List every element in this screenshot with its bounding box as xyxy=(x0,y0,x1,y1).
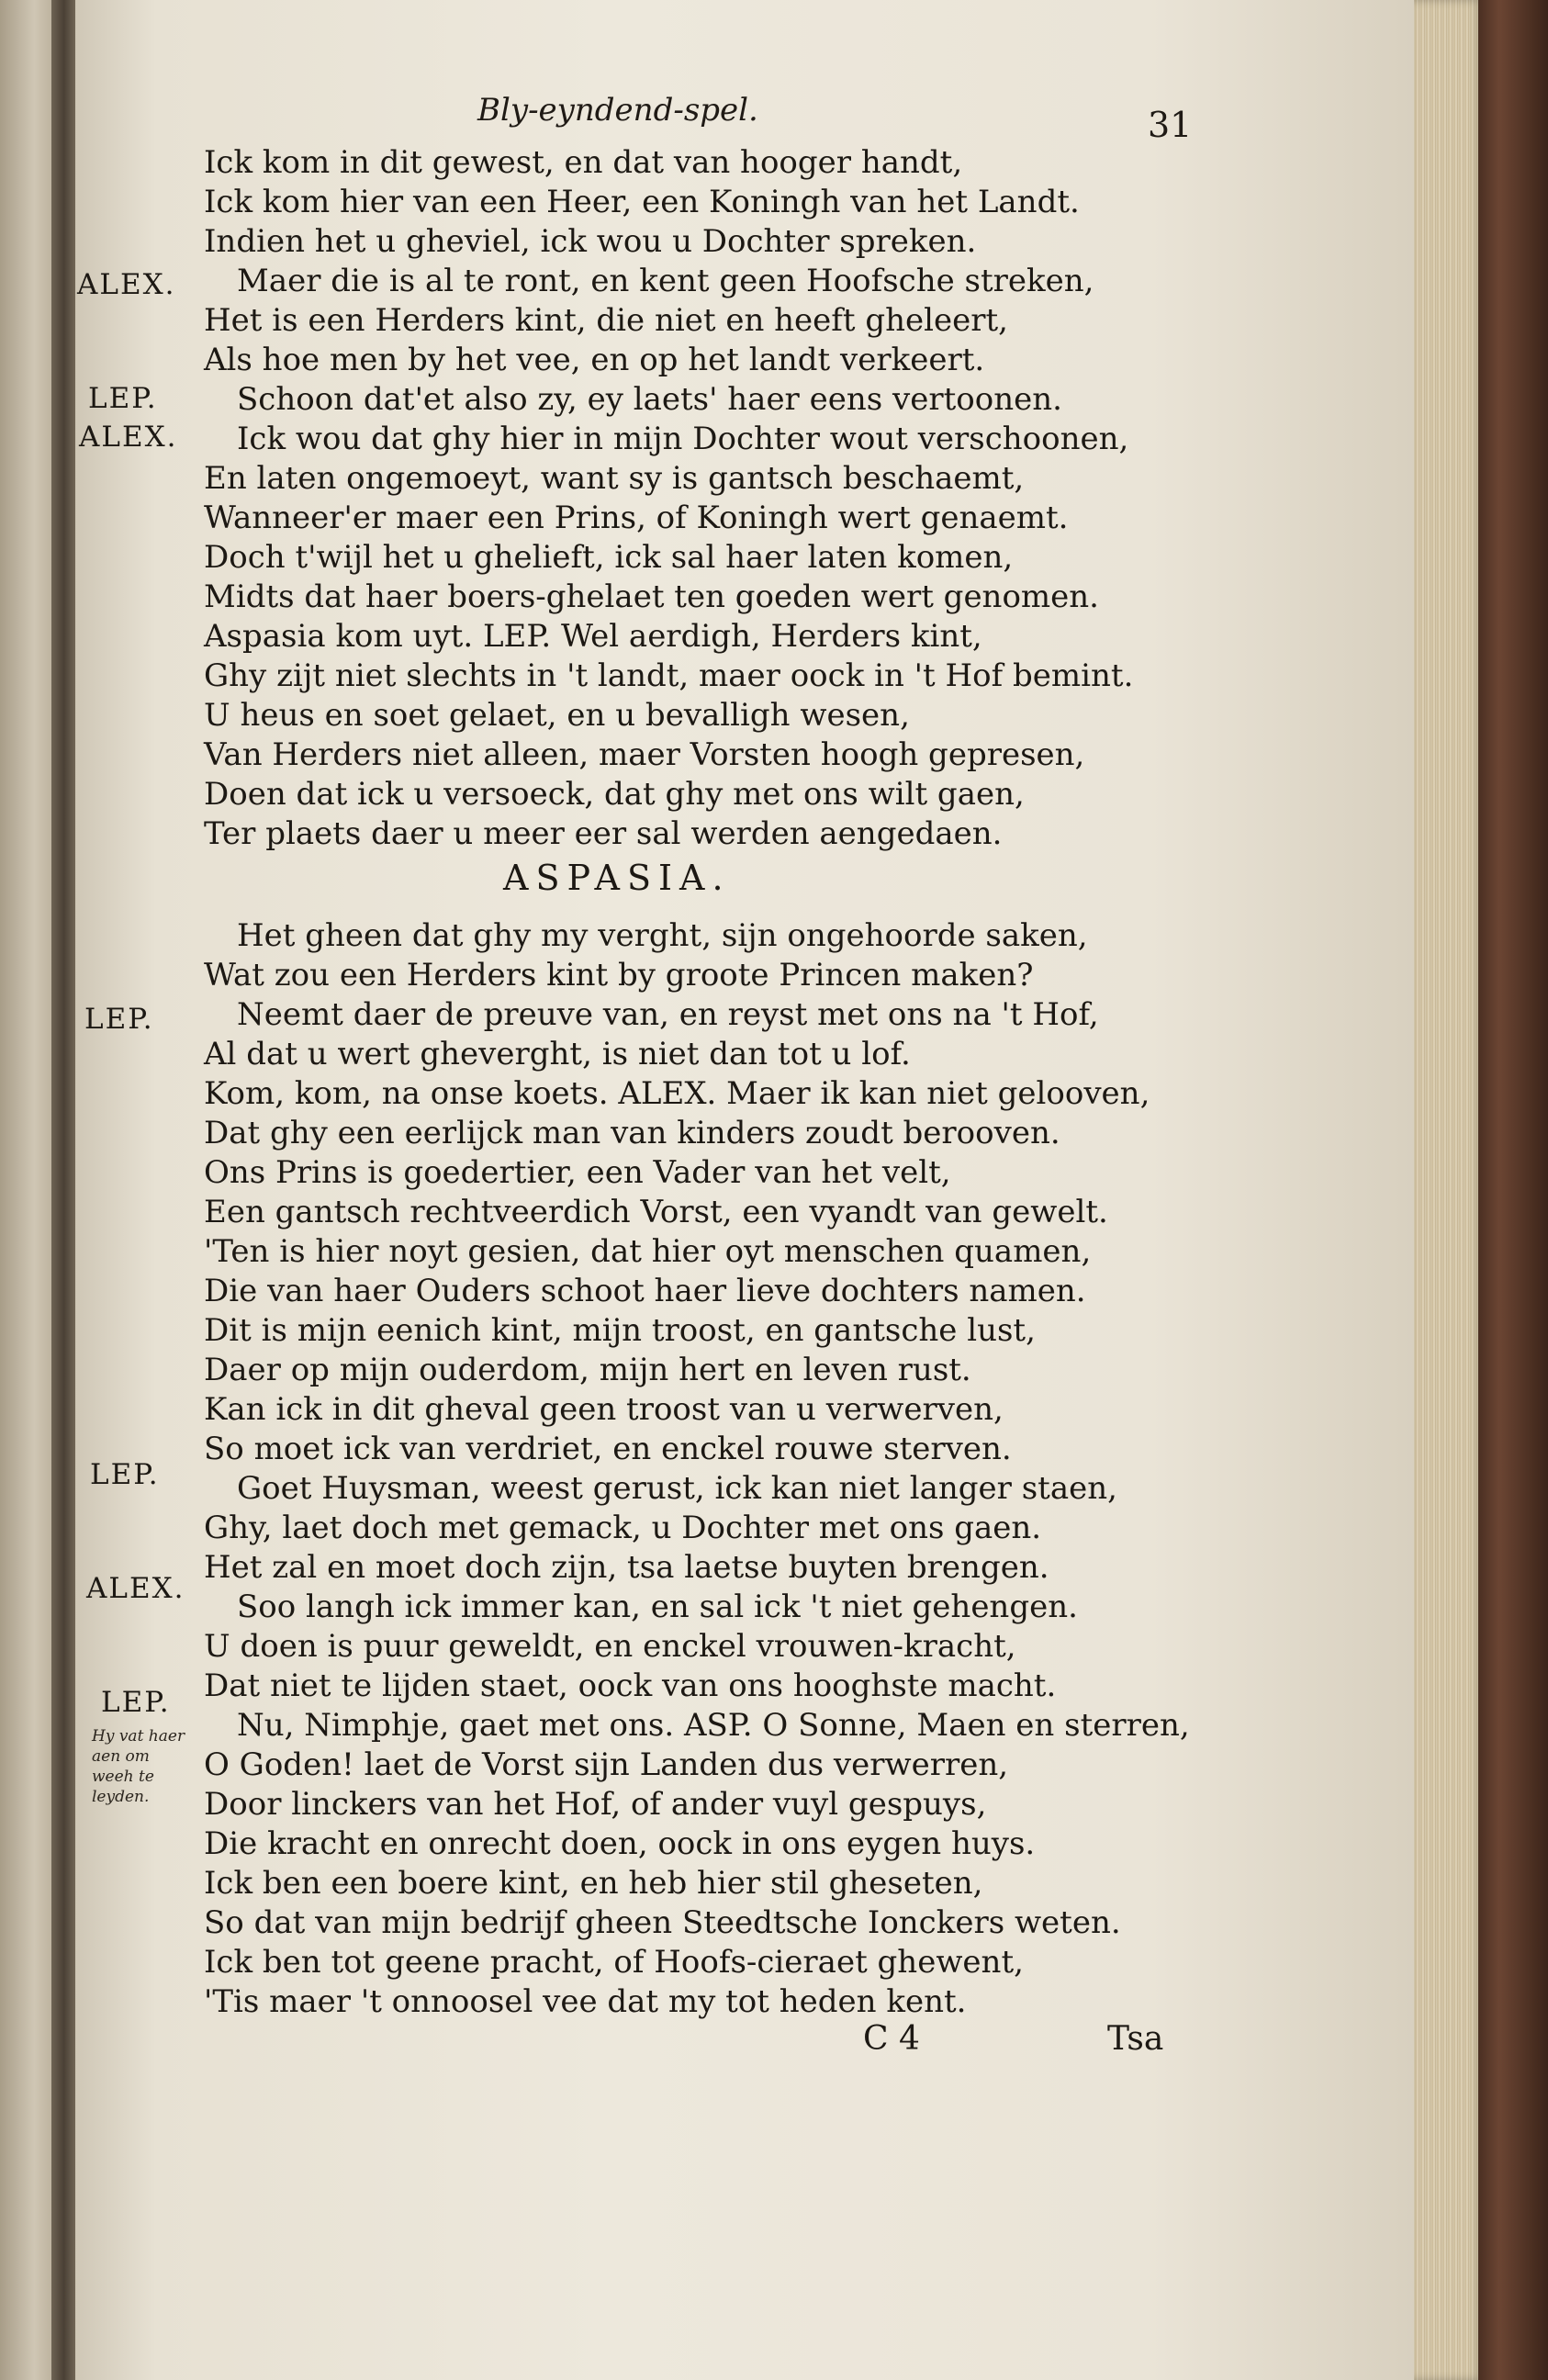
verse-line: Het is een Herders kint, die niet en heeft gheleert, xyxy=(204,302,1008,339)
verse-line: Ick kom hier van een Heer, een Koningh van het Landt. xyxy=(204,184,1080,220)
verse-line: U heus en soet gelaet, en u bevalligh wesen, xyxy=(204,697,910,734)
verse-line: O Goden! laet de Vorst sijn Landen dus verwerren, xyxy=(204,1746,1009,1783)
verse-line: Midts dat haer boers-ghelaet ten goeden wert genomen. xyxy=(204,578,1099,615)
speaker-label: LEP. xyxy=(88,382,158,415)
verse-line: Schoon dat'et also zy, ey laets' haer eens vertoonen. xyxy=(237,381,1062,418)
verse-line: Die kracht en onrecht doen, oock in ons eygen huys. xyxy=(204,1825,1036,1862)
verse-line: Ghy, laet doch met gemack, u Dochter met ons gaen. xyxy=(204,1510,1042,1546)
speaker-label: LEP. xyxy=(84,1003,154,1036)
verse-line: Die van haer Ouders schoot haer lieve dochters namen. xyxy=(204,1273,1086,1309)
verse-line: Ick kom in dit gewest, en dat van hooger handt, xyxy=(204,144,963,181)
verse-line: Nu, Nimphje, gaet met ons. ASP. O Sonne, Maen en sterren, xyxy=(237,1707,1190,1744)
verse-line: So moet ick van verdriet, en enckel rouwe sterven. xyxy=(204,1431,1012,1467)
verse-line: Neemt daer de preuve van, en reyst met ons na 't Hof, xyxy=(237,996,1099,1033)
verse-line: Kan ick in dit gheval geen troost van u verwerven, xyxy=(204,1391,1004,1428)
verse-line: Al dat u wert gheverght, is niet dan tot u lof. xyxy=(204,1036,911,1072)
speaker-label: ALEX. xyxy=(77,268,176,301)
stage-direction: Hy vat haer aen om weeh te leyden. xyxy=(92,1727,185,1806)
verse-line: Ons Prins is goedertier, een Vader van het velt, xyxy=(204,1154,951,1191)
speaker-label: ALEX. xyxy=(79,421,178,454)
verse-line: Aspasia kom uyt. LEP. Wel aerdigh, Herders kint, xyxy=(204,618,982,655)
verse-line: Wanneer'er maer een Prins, of Koningh wert genaemt. xyxy=(204,500,1069,536)
speaker-heading: ASPASIA. xyxy=(503,858,731,898)
verse-line: 'Tis maer 't onnoosel vee dat my tot heden kent. xyxy=(204,1983,967,2020)
verse-line: So dat van mijn bedrijf gheen Steedtsche Ionckers weten. xyxy=(204,1904,1121,1941)
verse-line: U doen is puur geweldt, en enckel vrouwen-kracht, xyxy=(204,1628,1016,1665)
speaker-label: ALEX. xyxy=(86,1572,185,1605)
verse-line: En laten ongemoeyt, want sy is gantsch beschaemt, xyxy=(204,460,1025,497)
verse-line: Kom, kom, na onse koets. ALEX. Maer ik kan niet gelooven, xyxy=(204,1075,1150,1112)
verse-line: Goet Huysman, weest gerust, ick kan niet langer staen, xyxy=(237,1470,1117,1507)
speaker-label: LEP. xyxy=(90,1458,160,1491)
verse-line: Dit is mijn eenich kint, mijn troost, en gantsche lust, xyxy=(204,1312,1036,1349)
verse-line: Indien het u gheviel, ick wou u Dochter spreken. xyxy=(204,223,977,260)
verse-line: Ghy zijt niet slechts in 't landt, maer oock in 't Hof bemint. xyxy=(204,657,1134,694)
verse-line: Ick wou dat ghy hier in mijn Dochter wout verschoonen, xyxy=(237,421,1129,457)
verse-line: Maer die is al te ront, en kent geen Hoofsche streken, xyxy=(237,263,1094,299)
book-cover xyxy=(1478,0,1548,2380)
verse-line: Dat ghy een eerlijck man van kinders zoudt berooven. xyxy=(204,1115,1060,1151)
verse-line: Door linckers van het Hof, of ander vuyl gespuys, xyxy=(204,1786,987,1823)
page-number: 31 xyxy=(1148,105,1193,145)
verse-line: Soo langh ick immer kan, en sal ick 't niet gehengen. xyxy=(237,1589,1078,1625)
verse-line: Ick ben tot geene pracht, of Hoofs-cieraet ghewent, xyxy=(204,1944,1024,1981)
verse-line: Daer op mijn ouderdom, mijn hert en leven rust. xyxy=(204,1352,971,1388)
verse-line: Als hoe men by het vee, en op het landt verkeert. xyxy=(204,342,985,378)
verse-line: Doch t'wijl het u ghelieft, ick sal haer laten komen, xyxy=(204,539,1014,576)
verse-line: Een gantsch rechtveerdich Vorst, een vyandt van gewelt. xyxy=(204,1194,1108,1230)
verse-line: Doen dat ick u versoeck, dat ghy met ons wilt gaen, xyxy=(204,776,1025,813)
verse-line: 'Ten is hier noyt gesien, dat hier oyt menschen quamen, xyxy=(204,1233,1092,1270)
page-edges xyxy=(1414,0,1484,2380)
facing-page-edge xyxy=(0,0,57,2380)
verse-line: Dat niet te lijden staet, oock van ons hooghste macht. xyxy=(204,1667,1057,1704)
verse-line: Het gheen dat ghy my verght, sijn ongehoorde saken, xyxy=(237,917,1088,954)
speaker-label: LEP. xyxy=(101,1686,171,1719)
signature-mark: C 4 xyxy=(863,2020,920,2058)
catchword: Tsa xyxy=(1107,2020,1164,2058)
verse-line: Van Herders niet alleen, maer Vorsten hoogh gepresen, xyxy=(204,736,1085,773)
verse-line: Ter plaets daer u meer eer sal werden aengedaen. xyxy=(204,815,1003,852)
running-head: Bly-eyndend-spel. xyxy=(477,92,758,129)
verse-line: Het zal en moet doch zijn, tsa laetse buyten brengen. xyxy=(204,1549,1049,1586)
verse-line: Wat zou een Herders kint by groote Princen maken? xyxy=(204,957,1034,994)
verse-line: Ick ben een boere kint, en heb hier stil gheseten, xyxy=(204,1865,983,1902)
